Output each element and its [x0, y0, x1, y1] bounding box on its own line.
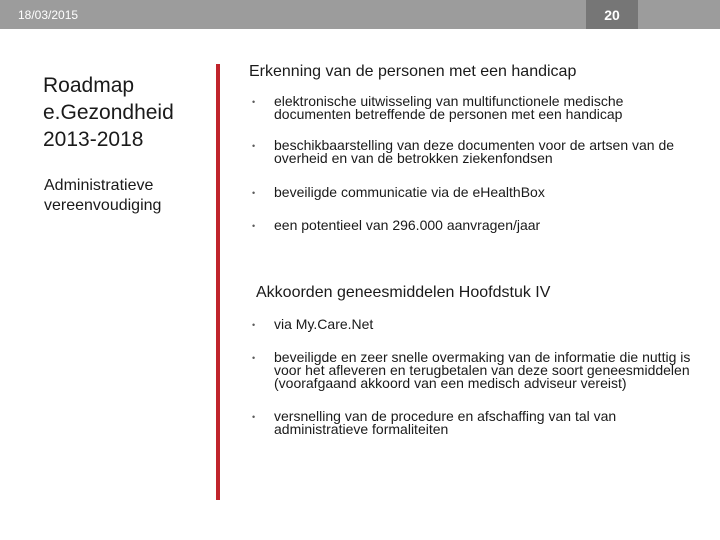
list-item [252, 95, 704, 121]
list-item-text: een potentieel van 296.000 aanvragen/jaar [274, 217, 541, 233]
slide-title: Roadmap e.Gezondheid 2013-2018 [43, 74, 174, 151]
top-bar [0, 0, 720, 29]
bullet-icon: • [252, 141, 256, 151]
slide-subtitle: Administratieve vereenvoudiging [44, 177, 162, 214]
section-list-geneesmiddelen [252, 318, 704, 436]
list-item-text: via My.Care.Net [274, 316, 374, 332]
list-item [252, 351, 704, 390]
section-list-handicap [252, 95, 704, 232]
list-item [252, 219, 704, 232]
list-item [252, 139, 704, 165]
bullet-icon: • [252, 221, 256, 231]
bullet-icon: • [252, 188, 256, 198]
list-item-text: versnelling van de procedure en afschaffing van tal van administratieve formaliteiten [274, 408, 617, 437]
list-item-text: beschikbaarstelling van deze documenten voor de artsen van de overheid en van de betrokken ziekenfondsen [274, 137, 675, 166]
bullet-icon: • [252, 320, 256, 330]
page-number: 20 [586, 0, 638, 29]
list-item [252, 318, 704, 331]
bullet-icon: • [252, 412, 256, 422]
bullet-icon: • [252, 97, 256, 107]
list-item [252, 410, 704, 436]
bullet-icon: • [252, 353, 256, 363]
list-item-text: beveiligde communicatie via de eHealthBox [274, 184, 545, 200]
list-item-text: elektronische uitwisseling van multifunctionele medische documenten betreffende de personen met een handicap [274, 93, 624, 122]
slide-date: 18/03/2015 [18, 8, 79, 22]
section-heading-handicap: Erkenning van de personen met een handicap [249, 63, 577, 80]
list-item [252, 186, 704, 199]
vertical-divider [216, 64, 220, 500]
section-heading-geneesmiddelen: Akkoorden geneesmiddelen Hoofdstuk IV [256, 284, 551, 301]
list-item-text: beveiligde en zeer snelle overmaking van de informatie die nuttig is voor het afleveren en terugbetalen van deze soort geneesmiddelen (voorafgaand akkoord van een medisch adviseur vereist) [274, 349, 691, 391]
